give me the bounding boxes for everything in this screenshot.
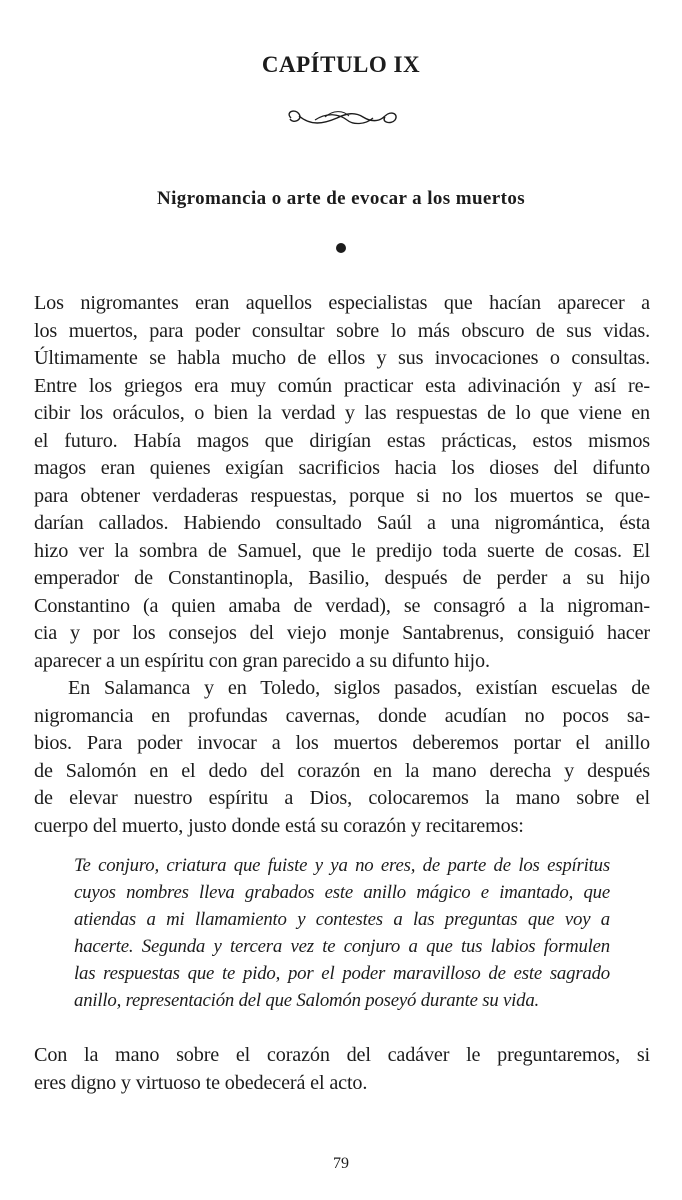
text-line: los muertos, para poder consultar sobre lo más obscuro de sus vidas. [34,319,650,342]
quote-line: las respuestas que te pido, por el poder maravilloso de este sagrado [74,963,610,984]
text-line: En Salamanca y en Toledo, siglos pasados, existían escuelas de [68,677,650,699]
invocation-quote [74,852,610,1014]
text-line: Entre los griegos era muy común practicar esta adivinación y así re- [34,374,650,397]
closing-paragraph [34,1041,650,1097]
flourish-ornament-icon [0,104,682,139]
quote-line: Te conjuro, criatura que fuiste y ya no eres, de parte de los espíritus [74,855,610,876]
body-text [34,290,650,840]
text-line: cia y por los consejos del viejo monje Santabrenus, consiguió hacer [34,622,650,644]
quote-line: hacerte. Segunda y tercera vez te conjuro a que tus labios formulen [74,936,610,957]
text-line: magos eran quienes exigían sacrificios hacia los dioses del difunto [34,457,650,479]
text-line: Los nigromantes eran aquellos especialistas que hacían aparecer a [34,292,650,314]
chapter-title: CAPÍTULO IX [261,52,421,77]
bullet-divider [336,243,346,253]
text-line: Constantino (a quien amaba de verdad), se consagró a la nigroman- [34,594,650,617]
flourish-ornament-svg [281,104,401,134]
text-line: el futuro. Había magos que dirigían estas prácticas, estos mismos [34,429,650,452]
text-line: nigromancia en profundas cavernas, donde acudían no pocos sa- [34,704,650,727]
quote-line: atiendas a mi llamamiento y contestes a las preguntas que voy a [74,909,610,930]
text-line: darían callados. Habiendo consultado Saúl a una nigromántica, ésta [34,512,650,534]
text-line: para obtener verdaderas respuestas, porque si no los muertos se que- [34,484,650,507]
text-line: de elevar nuestro espíritu a Dios, colocaremos la mano sobre el [34,787,650,809]
text-line: eres digno y virtuoso te obedecerá el acto. [34,1072,368,1094]
page-number: 79 [333,1155,349,1172]
quote-line: anillo, representación del que Salomón poseyó durante su vida. [74,990,540,1011]
text-line: cuerpo del muerto, justo donde está su corazón y recitaremos: [34,814,524,837]
text-line: emperador de Constantinopla, Basilio, después de perder a su hijo [34,567,650,589]
text-line: Con la mano sobre el corazón del cadáver le preguntaremos, si [34,1044,650,1066]
text-line: de Salomón en el dedo del corazón en la mano derecha y después [34,759,650,782]
text-line: Últimamente se habla mucho de ellos y sus invocaciones o consultas. [34,347,650,369]
text-line: aparecer a un espíritu con gran parecido a su difunto hijo. [34,649,490,672]
text-line: bios. Para poder invocar a los muertos deberemos portar el anillo [34,732,650,754]
section-title: Nigromancia o arte de evocar a los muertos [156,188,526,209]
text-line: hizo ver la sombra de Samuel, que le predijo toda suerte de cosas. El [34,539,650,562]
text-line: cibir los oráculos, o bien la verdad y las respuestas de lo que viene en [34,402,650,424]
quote-line: cuyos nombres lleva grabados este anillo mágico e imantado, que [74,882,610,903]
